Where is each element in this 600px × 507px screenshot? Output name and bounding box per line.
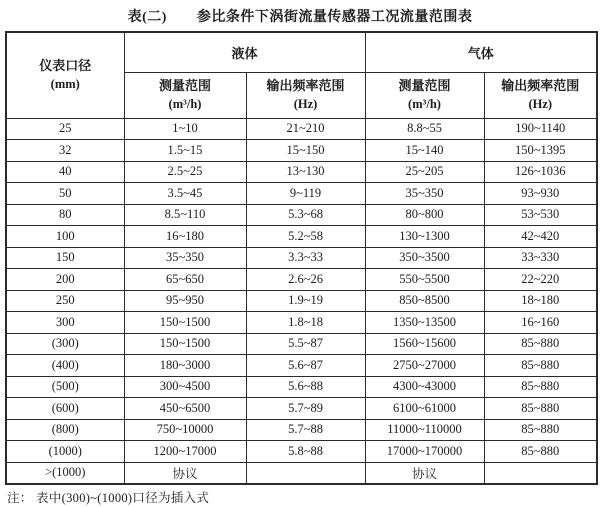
table-row	[6, 269, 597, 291]
liquid-frequency-cell: 13~130	[246, 161, 365, 183]
gas-frequency-cell: 126~1036	[484, 161, 597, 183]
diameter-cell: (600)	[6, 398, 124, 420]
diameter-cell: 200	[6, 269, 124, 291]
gas-frequency-cell: 33~330	[484, 247, 597, 269]
flow-range-table	[5, 31, 598, 485]
liquid-range-cell: 35~350	[124, 247, 246, 269]
gas-range-cell: 80~800	[365, 204, 484, 226]
gas-frequency-cell: 190~1140	[484, 118, 597, 140]
liquid-frequency-cell: 9~119	[246, 183, 365, 205]
table-row	[6, 161, 597, 183]
group-header-gas: 气体	[365, 32, 597, 72]
gas-range-cell: 550~5500	[365, 269, 484, 291]
gas-range-cell: 25~205	[365, 161, 484, 183]
liquid-frequency-cell: 5.7~88	[246, 419, 365, 441]
liquid-range-cell: 协议	[124, 462, 246, 484]
liquid-range-cell: 150~1500	[124, 312, 246, 334]
diameter-cell: 32	[6, 140, 124, 162]
gas-frequency-cell: 85~880	[484, 333, 597, 355]
gas-frequency-cell: 42~420	[484, 226, 597, 248]
liquid-frequency-cell: 5.8~88	[246, 441, 365, 463]
col-header-liquid-range: 测量范围 (m³/h)	[124, 72, 246, 118]
diameter-cell: 40	[6, 161, 124, 183]
gas-frequency-cell: 150~1395	[484, 140, 597, 162]
table-row	[6, 183, 597, 205]
diameter-cell: >(1000)	[6, 462, 124, 484]
gas-frequency-cell: 85~880	[484, 441, 597, 463]
liquid-range-cell: 8.5~110	[124, 204, 246, 226]
liquid-range-cell: 95~950	[124, 290, 246, 312]
table-row	[6, 376, 597, 398]
gas-range-cell: 15~140	[365, 140, 484, 162]
diameter-cell: 25	[6, 118, 124, 140]
table-row	[6, 312, 597, 334]
gas-frequency-cell: 93~930	[484, 183, 597, 205]
gas-frequency-cell: 16~160	[484, 312, 597, 334]
col-header-liquid-frequency: 输出频率范围 (Hz)	[246, 72, 365, 118]
table-row	[6, 204, 597, 226]
liquid-frequency-cell: 2.6~26	[246, 269, 365, 291]
liquid-range-cell: 750~10000	[124, 419, 246, 441]
gas-range-cell: 2750~27000	[365, 355, 484, 377]
liquid-frequency-cell	[246, 462, 365, 484]
gas-range-cell: 1560~15600	[365, 333, 484, 355]
gas-range-cell: 协议	[365, 462, 484, 484]
gas-range-cell: 850~8500	[365, 290, 484, 312]
diameter-cell: (1000)	[6, 441, 124, 463]
gas-range-cell: 130~1300	[365, 226, 484, 248]
diameter-cell: (400)	[6, 355, 124, 377]
liquid-frequency-cell: 5.6~88	[246, 376, 365, 398]
gas-frequency-cell: 22~220	[484, 269, 597, 291]
diameter-cell: 80	[6, 204, 124, 226]
liquid-range-cell: 2.5~25	[124, 161, 246, 183]
gas-frequency-cell: 53~530	[484, 204, 597, 226]
liquid-range-cell: 65~650	[124, 269, 246, 291]
table-row	[6, 140, 597, 162]
group-header-liquid: 液体	[124, 32, 365, 72]
gas-frequency-cell	[484, 462, 597, 484]
gas-range-cell: 8.8~55	[365, 118, 484, 140]
liquid-range-cell: 150~1500	[124, 333, 246, 355]
liquid-range-cell: 3.5~45	[124, 183, 246, 205]
diameter-cell: 150	[6, 247, 124, 269]
gas-range-cell: 11000~110000	[365, 419, 484, 441]
table-row	[6, 462, 597, 484]
gas-range-cell: 1350~13500	[365, 312, 484, 334]
gas-frequency-cell: 85~880	[484, 376, 597, 398]
gas-frequency-cell: 85~880	[484, 398, 597, 420]
table-row	[6, 398, 597, 420]
col-header-gas-range: 测量范围 (m³/h)	[365, 72, 484, 118]
gas-frequency-cell: 18~180	[484, 290, 597, 312]
liquid-frequency-cell: 5.7~89	[246, 398, 365, 420]
table-body	[6, 118, 597, 484]
liquid-range-cell: 16~180	[124, 226, 246, 248]
diameter-cell: 50	[6, 183, 124, 205]
liquid-range-cell: 1.5~15	[124, 140, 246, 162]
liquid-frequency-cell: 1.8~18	[246, 312, 365, 334]
table-header	[6, 32, 597, 118]
table-row	[6, 355, 597, 377]
liquid-frequency-cell: 5.5~87	[246, 333, 365, 355]
table-row	[6, 333, 597, 355]
liquid-frequency-cell: 21~210	[246, 118, 365, 140]
footnote: 注： 表中(300)~(1000)口径为插入式	[7, 491, 210, 505]
page-title	[0, 6, 600, 26]
diameter-cell: (500)	[6, 376, 124, 398]
liquid-frequency-cell: 5.2~58	[246, 226, 365, 248]
liquid-frequency-cell: 1.9~19	[246, 290, 365, 312]
gas-frequency-cell: 85~880	[484, 419, 597, 441]
gas-range-cell: 17000~170000	[365, 441, 484, 463]
table-number-label: 表(二)	[127, 10, 167, 25]
diameter-cell: 300	[6, 312, 124, 334]
table-row	[6, 118, 597, 140]
col-header-diameter-label: 仪表口径	[39, 58, 92, 74]
diameter-cell: (300)	[6, 333, 124, 355]
diameter-cell: 250	[6, 290, 124, 312]
col-header-gas-frequency: 输出频率范围 (Hz)	[484, 72, 597, 118]
liquid-range-cell: 1200~17000	[124, 441, 246, 463]
table-row	[6, 290, 597, 312]
gas-range-cell: 4300~43000	[365, 376, 484, 398]
table-title-text: 参比条件下涡街流量传感器工况流量范围表	[196, 10, 473, 25]
table-row	[6, 226, 597, 248]
gas-range-cell: 35~350	[365, 183, 484, 205]
table-row	[6, 441, 597, 463]
liquid-frequency-cell: 5.3~68	[246, 204, 365, 226]
gas-range-cell: 6100~61000	[365, 398, 484, 420]
col-header-diameter-unit: (mm)	[50, 77, 80, 92]
liquid-range-cell: 180~3000	[124, 355, 246, 377]
liquid-range-cell: 450~6500	[124, 398, 246, 420]
table-row	[6, 247, 597, 269]
col-header-diameter	[6, 32, 124, 118]
table-row	[6, 419, 597, 441]
header-row-groups	[6, 32, 597, 72]
gas-range-cell: 350~3500	[365, 247, 484, 269]
diameter-cell: 100	[6, 226, 124, 248]
diameter-cell: (800)	[6, 419, 124, 441]
liquid-range-cell: 300~4500	[124, 376, 246, 398]
liquid-frequency-cell: 15~150	[246, 140, 365, 162]
liquid-range-cell: 1~10	[124, 118, 246, 140]
gas-frequency-cell: 85~880	[484, 355, 597, 377]
liquid-frequency-cell: 3.3~33	[246, 247, 365, 269]
liquid-frequency-cell: 5.6~87	[246, 355, 365, 377]
